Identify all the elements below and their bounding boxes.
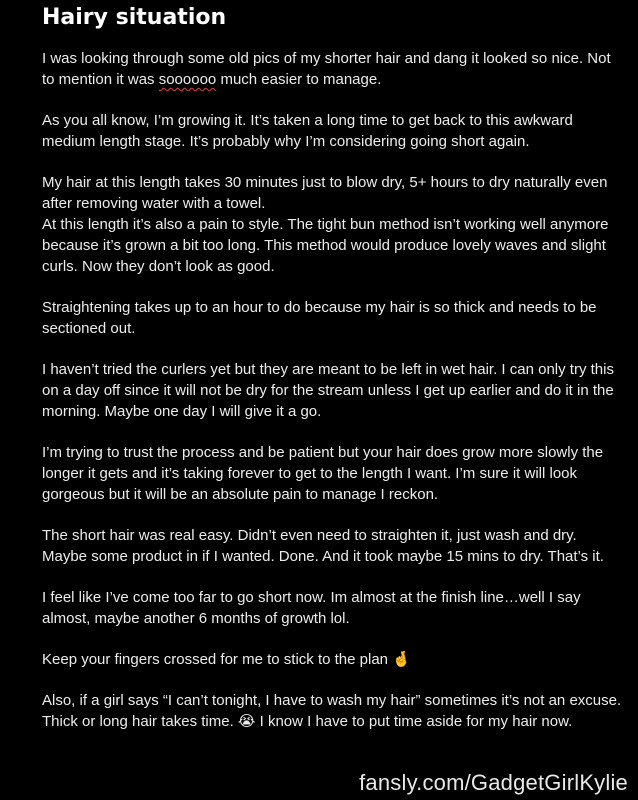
- note-paragraph: Keep your fingers crossed for me to stick to the plan 🤞: [42, 651, 411, 668]
- misspelled-word[interactable]: soooooo: [158, 71, 217, 88]
- note-paragraph: [42, 48, 622, 90]
- note-paragraph: The short hair was real easy. Didn’t even need to straighten it, just wash and dry. Maybe some product in if I wanted. Done. And it took maybe 15 mins to dry. That’s it.: [42, 527, 604, 565]
- note-paragraph: I haven’t tried the curlers yet but they are meant to be left in wet hair. I can only try this on a day off since it will not be dry for the stream unless I get up earlier and do it in the morning. Maybe one day I will give it a go.: [42, 361, 614, 420]
- note-paragraph: I’m trying to trust the process and be patient but your hair does grow more slowly the longer it gets and it’s taking forever to get to the length I want. I’m sure it will look gorgeous but it will be an absolute pain to manage I reckon.: [42, 444, 604, 503]
- note-body: [42, 4, 622, 752]
- watermark-text: fansly.com/GadgetGirlKylie: [359, 770, 628, 795]
- note-paragraph: My hair at this length takes 30 minutes just to blow dry, 5+ hours to dry naturally even after removing water with a towel. At this length it’s also a pain to style. The tight bun method isn’t working well anymore because it’s grown a bit too long. This method would produce lovely waves and slight curls. Now they don’t look as good.: [42, 174, 609, 275]
- note-title: Hairy situation: [42, 5, 227, 30]
- note-text: much easier to manage.: [216, 71, 382, 88]
- note-paragraph: Also, if a girl says “I can’t tonight, I have to wash my hair” sometimes it’s not an excuse. Thick or long hair takes time. 😭 I know I have to put time aside for my hair now.: [42, 692, 622, 730]
- note-paragraph: As you all know, I’m growing it. It’s taken a long time to get back to this awkward medium length stage. It’s probably why I’m considering going short again.: [42, 112, 573, 150]
- note-paragraph: I feel like I’ve come too far to go short now. Im almost at the finish line…well I say almost, maybe another 6 months of growth lol.: [42, 589, 581, 627]
- note-paragraph: Straightening takes up to an hour to do because my hair is so thick and needs to be sectioned out.: [42, 299, 597, 337]
- note-text: I was looking through some old pics of my shorter hair and dang it looked so nice. Not to mention it was: [42, 50, 611, 88]
